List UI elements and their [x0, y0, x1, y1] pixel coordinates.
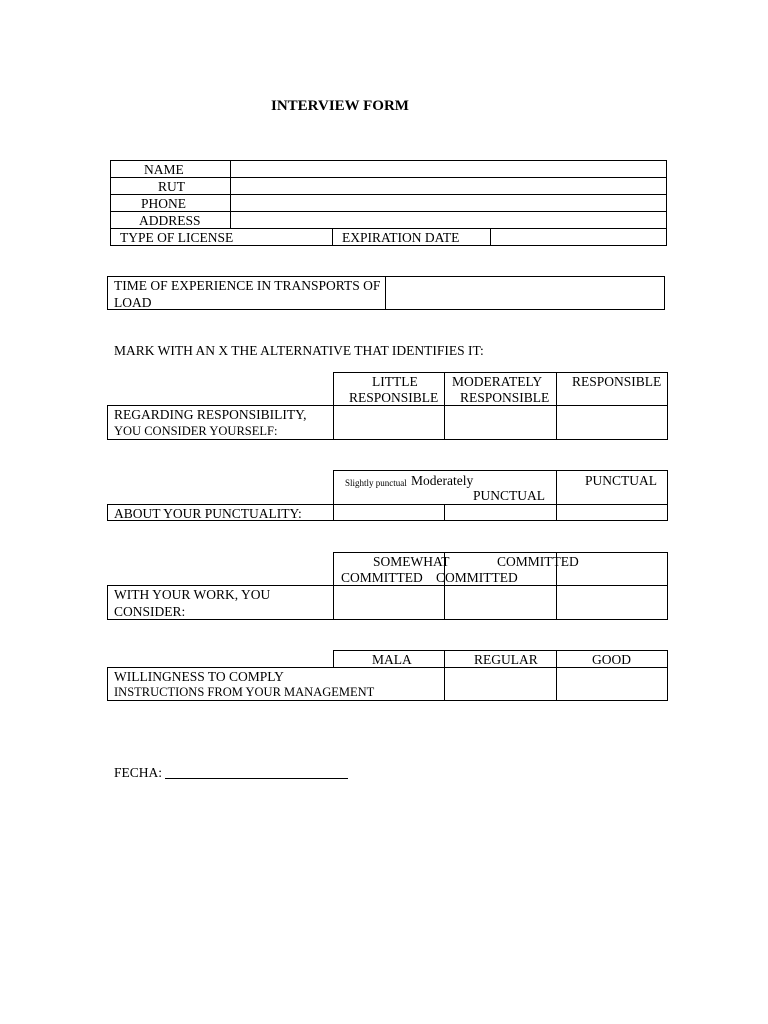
- option-label: GOOD: [592, 652, 631, 667]
- answer-cell[interactable]: [445, 406, 556, 439]
- option-label: Moderately: [411, 473, 474, 488]
- answer-cell[interactable]: [445, 586, 556, 619]
- answer-cell[interactable]: [557, 505, 667, 520]
- option-label: RESPONSIBLE: [460, 390, 550, 405]
- instruction-text: MARK WITH AN X THE ALTERNATIVE THAT IDENTIFIES IT:: [114, 343, 484, 358]
- address-label: ADDRESS: [139, 213, 201, 228]
- page-title: INTERVIEW FORM: [271, 98, 409, 114]
- question-label: REGARDING RESPONSIBILITY,: [114, 407, 307, 422]
- answer-cell[interactable]: [334, 406, 444, 439]
- option-label: RESPONSIBLE: [572, 374, 662, 389]
- question-label: WITH YOUR WORK, YOU: [114, 587, 271, 602]
- option-label: Slightly punctual: [345, 478, 407, 488]
- option-label: PUNCTUAL: [585, 473, 658, 488]
- date-field[interactable]: [165, 778, 348, 779]
- option-label: SOMEWHAT: [373, 554, 450, 569]
- divider: [332, 228, 333, 246]
- name-field[interactable]: [231, 161, 666, 177]
- option-label: MODERATELY: [452, 374, 543, 389]
- expiration-date-label: EXPIRATION DATE: [342, 230, 460, 245]
- question-label: YOU CONSIDER YOURSELF:: [114, 424, 278, 438]
- question-label: CONSIDER:: [114, 604, 186, 619]
- question-label: ABOUT YOUR PUNCTUALITY:: [114, 506, 302, 521]
- option-label: COMMITTED: [497, 554, 579, 569]
- rut-label: RUT: [158, 179, 185, 194]
- option-label: COMMITTED: [436, 570, 518, 585]
- answer-cell[interactable]: [334, 505, 444, 520]
- address-field[interactable]: [231, 212, 666, 228]
- option-label: LITTLE: [372, 374, 418, 389]
- answer-cell[interactable]: [557, 668, 667, 700]
- expiration-date-field[interactable]: [491, 229, 666, 245]
- answer-cell[interactable]: [334, 586, 444, 619]
- option-label: COMMITTED: [341, 570, 423, 585]
- option-label: MALA: [372, 652, 412, 667]
- answer-cell[interactable]: [557, 406, 667, 439]
- answer-cell[interactable]: [445, 505, 556, 520]
- answer-cell[interactable]: [445, 668, 556, 700]
- experience-label-line2: LOAD: [114, 295, 152, 310]
- rut-field[interactable]: [231, 178, 666, 194]
- experience-field[interactable]: [386, 277, 664, 309]
- answer-cell[interactable]: [557, 586, 667, 619]
- experience-label-line1: TIME OF EXPERIENCE IN TRANSPORTS OF: [114, 278, 381, 293]
- phone-label: PHONE: [141, 196, 187, 211]
- phone-field[interactable]: [231, 195, 666, 211]
- name-label: NAME: [144, 162, 184, 177]
- question-label: INSTRUCTIONS FROM YOUR MANAGEMENT: [114, 685, 375, 699]
- option-label: REGULAR: [474, 652, 538, 667]
- license-type-label: TYPE OF LICENSE: [120, 230, 234, 245]
- license-type-field[interactable]: [234, 229, 331, 245]
- question-label: WILLINGNESS TO COMPLY: [114, 669, 284, 684]
- option-label: RESPONSIBLE: [349, 390, 439, 405]
- date-label: FECHA:: [114, 765, 163, 780]
- option-label: PUNCTUAL: [473, 488, 546, 503]
